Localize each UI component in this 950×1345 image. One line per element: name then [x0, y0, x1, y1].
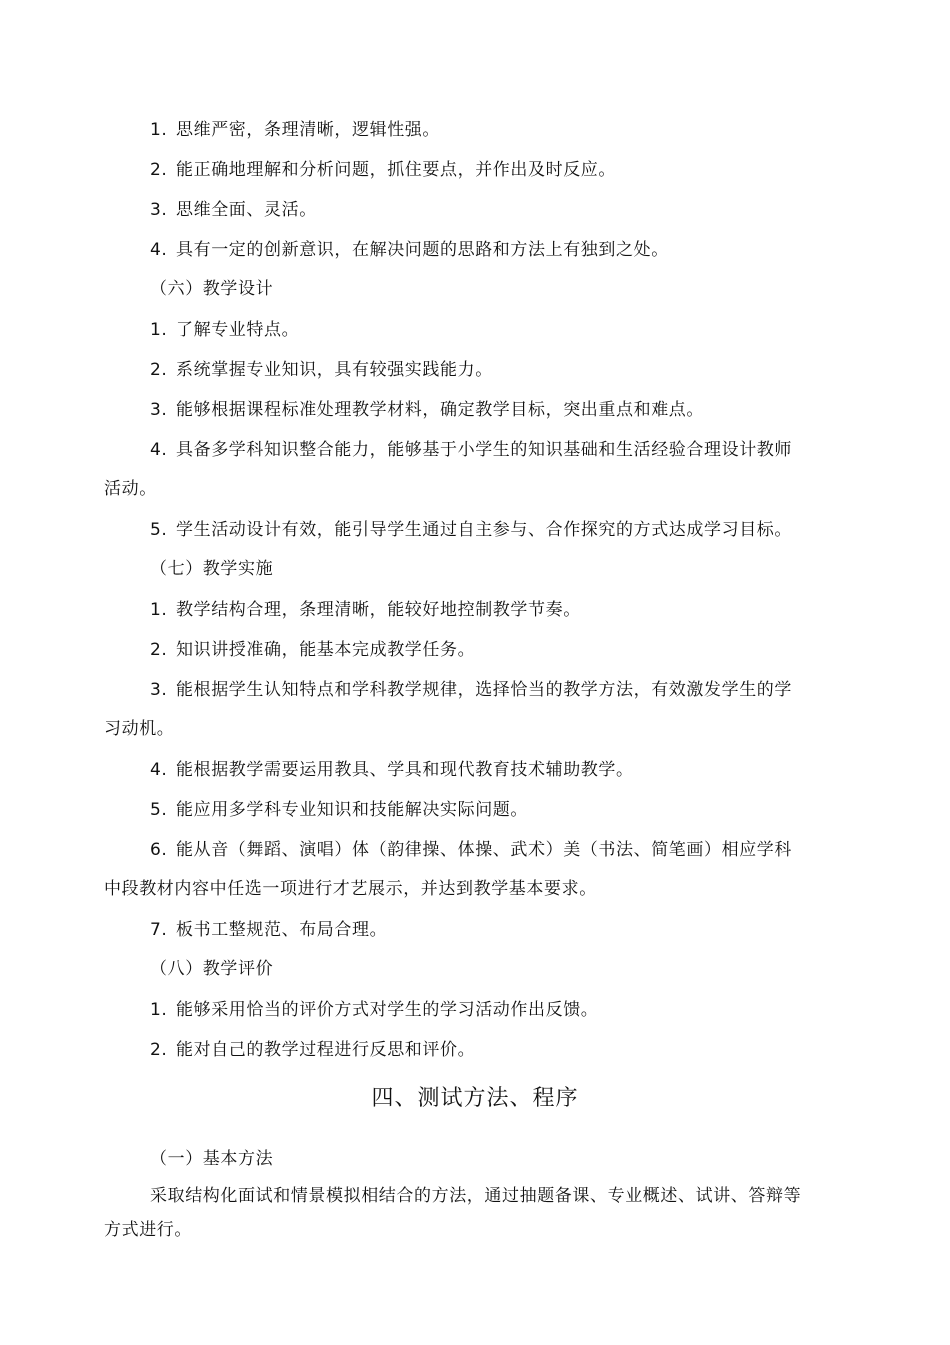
paragraph-line: 方式进行。 — [104, 1220, 192, 1240]
list-item: 3. 能根据学生认知特点和学科教学规律，选择恰当的教学方法，有效激发学生的学 — [150, 680, 792, 700]
list-item: 1. 教学结构合理，条理清晰，能较好地控制教学节奏。 — [150, 600, 581, 620]
list-item-continuation: 活动。 — [104, 479, 157, 499]
section-heading: （六）教学设计 — [150, 279, 274, 299]
list-item-continuation: 习动机。 — [104, 719, 175, 739]
list-item: 4. 具备多学科知识整合能力，能够基于小学生的知识基础和生活经验合理设计教师 — [150, 440, 792, 460]
list-item: 1. 思维严密，条理清晰，逻辑性强。 — [150, 120, 440, 140]
list-item: 4. 具有一定的创新意识，在解决问题的思路和方法上有独到之处。 — [150, 240, 669, 260]
list-item: 5. 学生活动设计有效，能引导学生通过自主参与、合作探究的方式达成学习目标。 — [150, 520, 792, 540]
list-item: 7. 板书工整规范、布局合理。 — [150, 920, 388, 940]
section-heading: （一）基本方法 — [150, 1149, 274, 1169]
list-item: 6. 能从音（舞蹈、演唱）体（韵律操、体操、武术）美（书法、简笔画）相应学科 — [150, 840, 792, 860]
section-heading: （八）教学评价 — [150, 959, 274, 979]
list-item: 2. 系统掌握专业知识，具有较强实践能力。 — [150, 360, 493, 380]
list-item: 1. 了解专业特点。 — [150, 320, 300, 340]
list-item-continuation: 中段教材内容中任选一项进行才艺展示，并达到教学基本要求。 — [104, 879, 597, 899]
paragraph-line: 采取结构化面试和情景模拟相结合的方法，通过抽题备课、专业概述、试讲、答辩等 — [150, 1186, 802, 1206]
list-item: 2. 知识讲授准确，能基本完成教学任务。 — [150, 640, 476, 660]
list-item: 4. 能根据教学需要运用教具、学具和现代教育技术辅助教学。 — [150, 760, 634, 780]
chapter-title: 四、测试方法、程序 — [371, 1086, 579, 1111]
list-item: 2. 能对自己的教学过程进行反思和评价。 — [150, 1040, 476, 1060]
list-item: 2. 能正确地理解和分析问题，抓住要点，并作出及时反应。 — [150, 160, 616, 180]
list-item: 1. 能够采用恰当的评价方式对学生的学习活动作出反馈。 — [150, 1000, 599, 1020]
list-item: 3. 思维全面、灵活。 — [150, 200, 317, 220]
list-item: 3. 能够根据课程标准处理教学材料，确定教学目标，突出重点和难点。 — [150, 400, 704, 420]
list-item: 5. 能应用多学科专业知识和技能解决实际问题。 — [150, 800, 528, 820]
section-heading: （七）教学实施 — [150, 559, 274, 579]
